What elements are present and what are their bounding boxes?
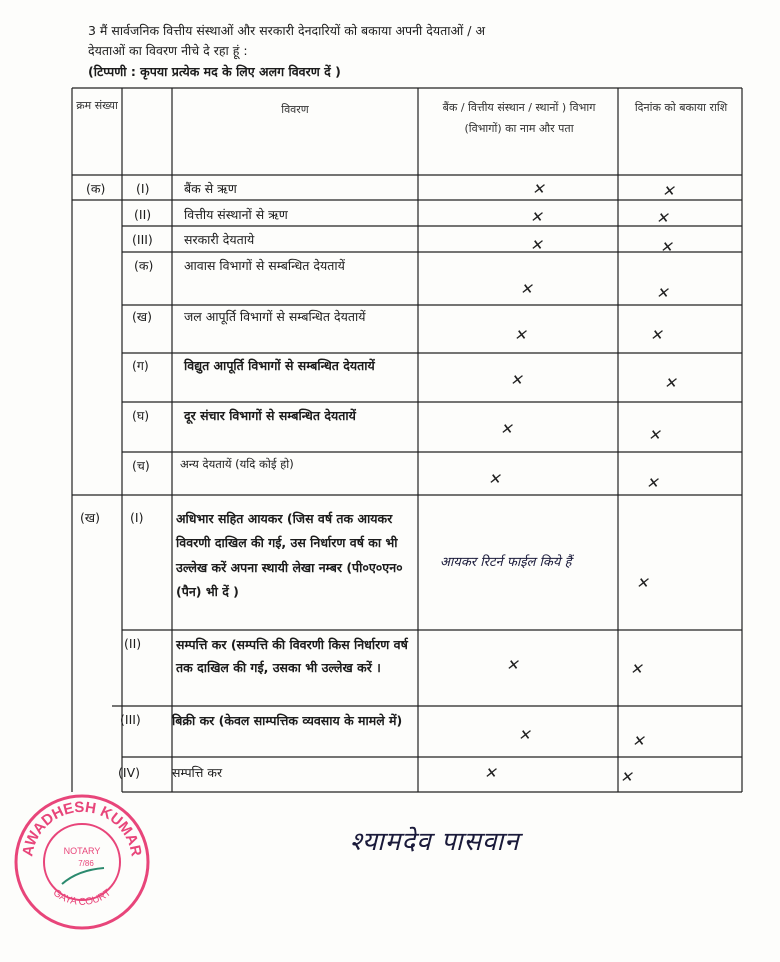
row-sub-label: (II)	[124, 636, 142, 651]
row-sub-label: (III)	[132, 232, 153, 247]
amount-mark: ✕	[636, 574, 649, 592]
bank-mark: ✕	[506, 656, 519, 674]
bank-mark: ✕	[488, 470, 501, 488]
bank-handwritten-note: आयकर रिटर्न फाईल किये हैं	[440, 555, 572, 570]
header-bank: बैंक / वित्तीय संस्थान / स्थानों ) विभाग (विभागों) का नाम और पता	[442, 101, 596, 135]
row-text: बिक्री कर (केवल साम्पत्तिक व्यवसाय के मामले में)	[172, 713, 403, 728]
stamp-place: GAYA COURT	[50, 887, 114, 908]
amount-mark: ✕	[650, 326, 663, 344]
row-sub-label: (क)	[134, 258, 154, 273]
row-sub-label: (III)	[120, 712, 141, 727]
row-group-label: (क)	[86, 181, 106, 196]
bank-mark: ✕	[530, 236, 543, 254]
bank-mark: ✕	[500, 420, 513, 438]
amount-mark: ✕	[662, 182, 675, 200]
amount-mark: ✕	[664, 374, 677, 392]
notary-stamp	[12, 792, 152, 932]
amount-mark: ✕	[630, 660, 643, 678]
header-amount: दिनांक को बकाया राशि	[634, 101, 728, 114]
row-text: आवास विभागों से सम्बन्धित देयतायें	[184, 258, 345, 273]
row-text: बैंक से ऋण	[184, 181, 237, 196]
row-text: जल आपूर्ति विभागों से सम्बन्धित देयतायें	[184, 309, 366, 324]
amount-mark: ✕	[660, 238, 673, 256]
stamp-number: 7/86	[78, 859, 94, 868]
bank-mark: ✕	[530, 208, 543, 226]
row-sub-label: (II)	[134, 207, 152, 222]
row-text: दूर संचार विभागों से सम्बन्धित देयतायें	[184, 408, 356, 423]
bank-mark: ✕	[520, 280, 533, 298]
amount-mark: ✕	[646, 474, 659, 492]
amount-mark: ✕	[648, 426, 661, 444]
row-text: अधिभार सहित आयकर (जिस वर्ष तक आयकर विवरणी दाखिल की गई, उस निर्धारण वर्ष का भी उल्लेख करें अपना स्थायी लेखा नम्बर (पी०ए०एन० (पैन) भी दें )	[176, 511, 403, 600]
header-serial: क्रम संख्या	[76, 99, 118, 112]
row-group-label: (ख)	[80, 510, 100, 525]
amount-mark: ✕	[656, 209, 669, 227]
bank-mark: ✕	[510, 371, 523, 389]
amount-mark: ✕	[656, 284, 669, 302]
header-details: विवरण	[281, 103, 309, 116]
row-text: वित्तीय संस्थानों से ऋण	[184, 207, 288, 222]
row-sub-label: (I)	[130, 510, 144, 525]
row-text: विद्युत आपूर्ति विभागों से सम्बन्धित देयतायें	[184, 358, 375, 373]
row-text: सम्पत्ति कर (सम्पत्ति की विवरणी किस निर्धारण वर्ष तक दाखिल की गई, उसका भी उल्लेख करें ।	[176, 637, 408, 676]
row-sub-label: (I)	[136, 181, 150, 196]
row-sub-label: (च)	[132, 458, 150, 473]
svg-text:GAYA COURT	[51, 887, 113, 907]
stamp-title: NOTARY	[63, 846, 101, 856]
intro-line-2: देयताओं का विवरण नीचे दे रहा हूं :	[88, 43, 248, 58]
row-text: सरकारी देयताये	[184, 232, 255, 247]
stamp-name: AWADHESH KUMAR	[19, 798, 145, 858]
bank-mark: ✕	[484, 764, 497, 782]
row-text: सम्पत्ति कर	[172, 765, 223, 780]
amount-mark: ✕	[632, 732, 645, 750]
bank-mark: ✕	[514, 326, 527, 344]
row-sub-label: (IV)	[118, 765, 140, 780]
row-text: अन्य देयतायें (यदि कोई हो)	[180, 457, 294, 471]
intro-note: (टिप्पणी : कृपया प्रत्येक मद के लिए अलग विवरण दें )	[88, 64, 341, 79]
row-sub-label: (ग)	[132, 358, 149, 373]
bank-mark: ✕	[518, 726, 531, 744]
bank-mark: ✕	[532, 180, 545, 198]
row-sub-label: (ख)	[132, 309, 152, 324]
signature: श्यामदेव पासवान	[350, 827, 520, 857]
row-sub-label: (घ)	[132, 408, 150, 423]
amount-mark: ✕	[620, 768, 633, 786]
intro-line-1: 3 मैं सार्वजनिक वित्तीय संस्थाओं और सरकारी देनदारियों को बकाया अपनी देयताओं / अ	[88, 23, 485, 38]
